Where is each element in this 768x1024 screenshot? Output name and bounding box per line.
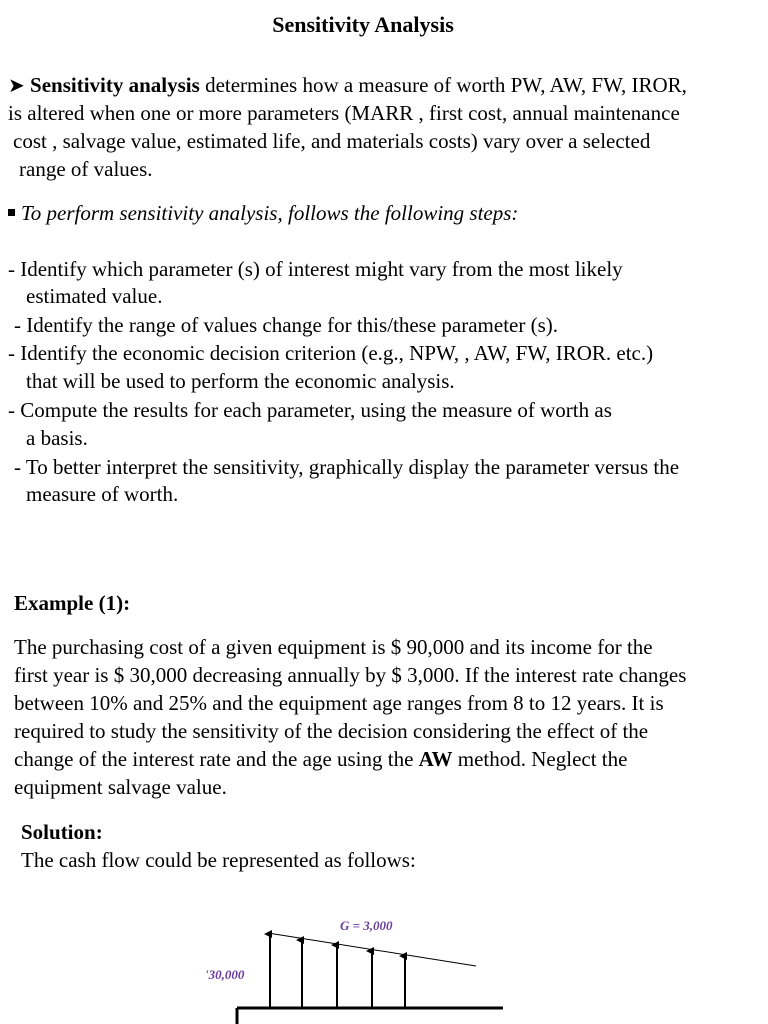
intro-line-4: range of values.	[19, 157, 153, 181]
step-3-line-1: - Identify the economic decision criterion (e.g., NPW, , AW, FW, IROR. etc.)	[8, 341, 654, 365]
step-5-line-2: measure of worth.	[26, 482, 179, 506]
step-3-line-2: that will be used to perform the economic analysis.	[26, 369, 455, 393]
intro-line-3: cost , salvage value, estimated life, and materials costs) vary over a selected	[13, 129, 651, 153]
step-5-line-1: - To better interpret the sensitivity, graphically display the parameter versus the	[14, 455, 680, 479]
intro-line-2: is altered when one or more parameters (MARR , first cost, annual maintenance	[8, 101, 680, 125]
example-line-5-post: method. Neglect the	[452, 747, 628, 771]
step-2: - Identify the range of values change for this/these parameter (s).	[14, 313, 559, 337]
example-line-2: first year is $ 30,000 decreasing annually by $ 3,000. If the interest rate changes	[14, 663, 687, 687]
page-title: Sensitivity Analysis	[272, 12, 454, 37]
example-heading: Example (1):	[14, 591, 131, 615]
solution-heading: Solution:	[21, 820, 103, 844]
example-line-1: The purchasing cost of a given equipment is $ 90,000 and its income for the	[14, 635, 653, 659]
example-line-4: required to study the sensitivity of the decision considering the effect of the	[14, 719, 649, 743]
example-line-6: equipment salvage value.	[14, 775, 227, 799]
intro-line-1-rest: determines how a measure of worth PW, AW, FW, IROR,	[199, 73, 687, 97]
example-line-5-pre: change of the interest rate and the age using the	[14, 747, 419, 771]
step-1-line-2: estimated value.	[26, 284, 163, 308]
example-aw-bold: AW	[418, 747, 453, 771]
steps-heading-text: To perform sensitivity analysis, follows the following steps:	[21, 201, 519, 225]
intro-bold-lead: Sensitivity analysis	[30, 73, 200, 97]
step-4-line-2: a basis.	[26, 426, 88, 450]
first-income-label: '30,000	[205, 967, 245, 982]
step-1-line-1: - Identify which parameter (s) of interest might vary from the most likely	[8, 257, 623, 281]
gradient-label: G = 3,000	[340, 918, 393, 933]
example-line-3: between 10% and 25% and the equipment age ranges from 8 to 12 years. It is	[14, 691, 664, 715]
step-4-line-1: - Compute the results for each parameter, using the measure of worth as	[8, 398, 612, 422]
arrow-bullet-icon: ➤	[8, 75, 25, 97]
solution-text: The cash flow could be represented as follows:	[21, 848, 416, 872]
